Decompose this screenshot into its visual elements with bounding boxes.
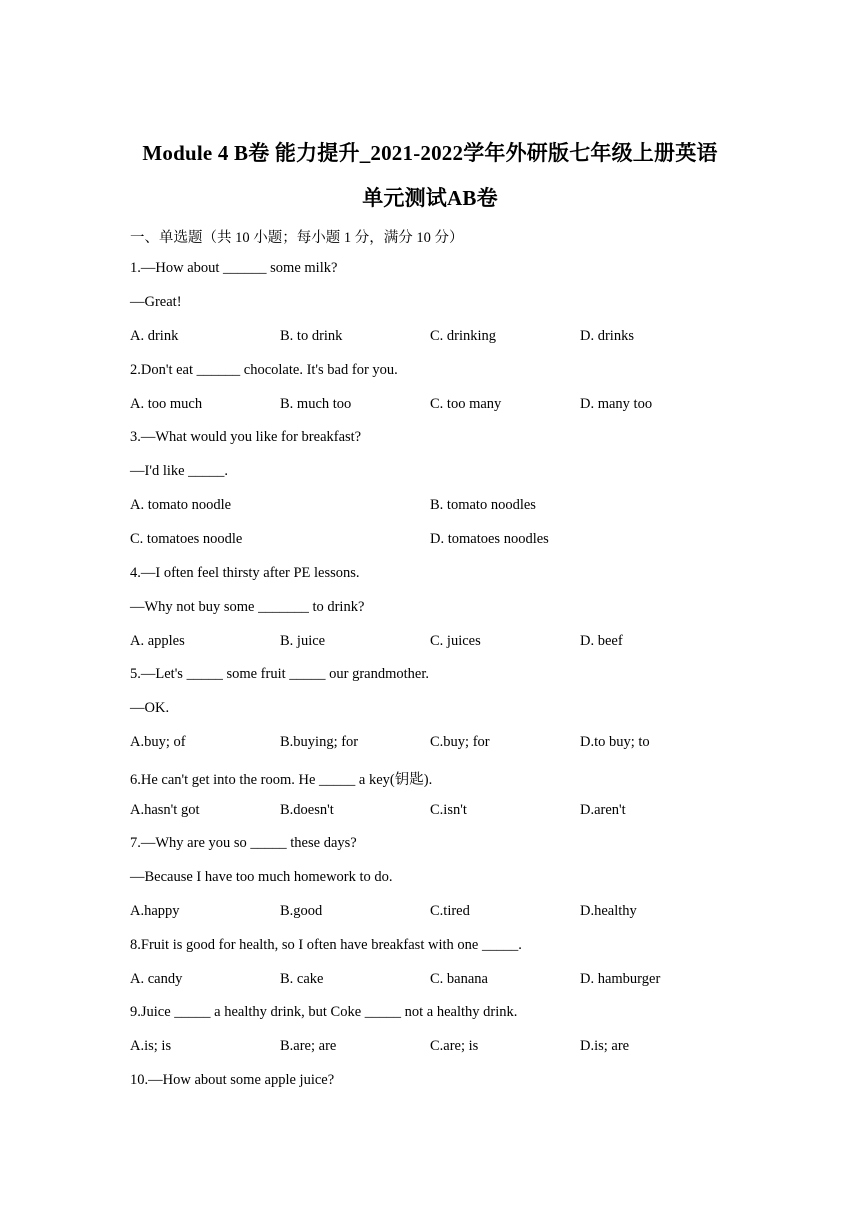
question-5-response: —OK.	[130, 700, 170, 716]
question-7-stem: 7.—Why are you so _____ these days?	[130, 835, 357, 851]
question-5-stem: 5.—Let's _____ some fruit _____ our grandmother.	[130, 666, 430, 682]
question-2-stem: 2.Don't eat ______ chocolate. It's bad for you.	[130, 362, 398, 378]
question-7-option-d: D.healthy	[580, 903, 637, 919]
question-2-option-b: B. much too	[280, 396, 352, 412]
question-5-option-b: B.buying; for	[280, 734, 359, 750]
question-6-option-d: D.aren't	[580, 802, 626, 818]
question-5-option-a: A.buy; of	[130, 734, 186, 750]
question-1-response: —Great!	[130, 294, 182, 310]
question-3-option-d: D. tomatoes noodles	[430, 531, 549, 547]
question-3-stem: 3.—What would you like for breakfast?	[130, 429, 362, 445]
question-4-option-b: B. juice	[280, 633, 326, 649]
question-3-response: —I'd like _____.	[130, 463, 229, 479]
question-9-option-b: B.are; are	[280, 1038, 337, 1054]
question-5-option-d: D.to buy; to	[580, 734, 650, 750]
question-9-option-c: C.are; is	[430, 1038, 479, 1054]
question-8-option-d: D. hamburger	[580, 971, 661, 987]
question-9-option-d: D.is; are	[580, 1038, 630, 1054]
question-6-option-c: C.isn't	[430, 802, 467, 818]
section-heading: 一、单选题（共 10 小题；每小题 1 分，满分 10 分）	[130, 230, 464, 246]
question-8-option-b: B. cake	[280, 971, 324, 987]
question-2-option-a: A. too much	[130, 396, 203, 412]
document-title-line-1: Module 4 B卷 能力提升_2021-2022学年外研版七年级上册英语	[142, 141, 718, 165]
question-2-option-d: D. many too	[580, 396, 653, 412]
question-3-option-b: B. tomato noodles	[430, 497, 536, 513]
question-4-response: —Why not buy some _______ to drink?	[130, 599, 365, 615]
question-6-option-b: B.doesn't	[280, 802, 334, 818]
question-1-option-a: A. drink	[130, 328, 179, 344]
question-8-stem: 8.Fruit is good for health, so I often have breakfast with one _____.	[130, 937, 522, 953]
question-10-stem: 10.—How about some apple juice?	[130, 1072, 335, 1088]
question-1-option-b: B. to drink	[280, 328, 343, 344]
question-7-response: —Because I have too much homework to do.	[130, 869, 393, 885]
question-8-option-a: A. candy	[130, 971, 183, 987]
question-9-stem: 9.Juice _____ a healthy drink, but Coke _____ not a healthy drink.	[130, 1004, 518, 1020]
question-8-option-c: C. banana	[430, 971, 488, 987]
question-6-stem: 6.He can't get into the room. He _____ a key(钥匙).	[130, 772, 433, 788]
question-2-option-c: C. too many	[430, 396, 502, 412]
question-7-option-b: B.good	[280, 903, 323, 919]
question-6-option-a: A.hasn't got	[130, 802, 200, 818]
question-4-option-c: C. juices	[430, 633, 481, 649]
document-title-line-2: 单元测试AB卷	[362, 186, 498, 210]
question-4-option-a: A. apples	[130, 633, 185, 649]
question-1-stem: 1.—How about ______ some milk?	[130, 260, 338, 276]
question-3-option-a: A. tomato noodle	[130, 497, 232, 513]
question-4-option-d: D. beef	[580, 633, 623, 649]
question-5-option-c: C.buy; for	[430, 734, 490, 750]
question-7-option-c: C.tired	[430, 903, 470, 919]
question-3-option-c: C. tomatoes noodle	[130, 531, 243, 547]
question-1-option-c: C. drinking	[430, 328, 497, 344]
question-7-option-a: A.happy	[130, 903, 180, 919]
question-1-option-d: D. drinks	[580, 328, 634, 344]
question-4-stem: 4.—I often feel thirsty after PE lessons.	[130, 565, 360, 581]
question-9-option-a: A.is; is	[130, 1038, 172, 1054]
